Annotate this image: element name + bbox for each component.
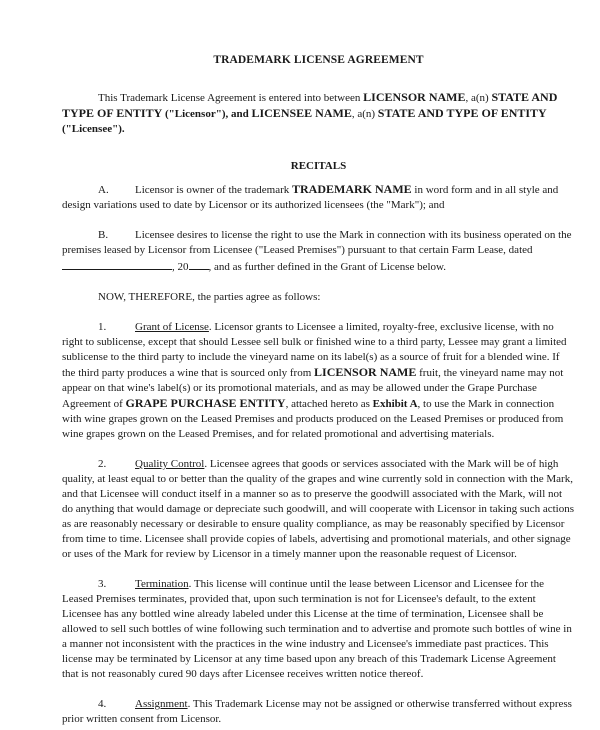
licensee-name: LICENSEE NAME bbox=[251, 106, 352, 120]
exhibit-reference: Exhibit A bbox=[372, 398, 418, 410]
recitals-heading: RECITALS bbox=[290, 160, 347, 172]
section-grant-of-license bbox=[62, 320, 575, 442]
intro-paragraph bbox=[62, 90, 575, 137]
licensor-state-entity: STATE AND TYPE OF ENTITY bbox=[62, 90, 558, 120]
grape-purchase-entity: GRAPE PURCHASE ENTITY bbox=[125, 396, 286, 410]
licensee-state-entity: STATE AND TYPE OF ENTITY bbox=[377, 106, 547, 120]
section-heading: Assignment bbox=[135, 698, 188, 710]
section-quality-control bbox=[62, 457, 575, 562]
recital-b bbox=[62, 228, 575, 275]
trademark-name: TRADEMARK NAME bbox=[292, 182, 412, 196]
recital-text: , 20 bbox=[172, 261, 189, 273]
intro-text: ("Licensor"), and bbox=[162, 108, 252, 120]
intro-text: , a(n) bbox=[465, 92, 492, 104]
section-marker: 4. bbox=[98, 698, 107, 710]
recital-text: Licensee desires to license the right to use the Mark in connection with its business operated on the premises leased by Licensor from Licensee ("Leased Premises") pursuant to that certain Farm Lease, dated bbox=[62, 229, 572, 256]
section-text: . This Trademark License may not be assigned or otherwise transferred without express prior written consent from Licensor. bbox=[62, 698, 572, 725]
intro-text: This Trademark License Agreement is entered into between bbox=[98, 92, 364, 104]
document-title: TRADEMARK LICENSE AGREEMENT bbox=[213, 54, 424, 66]
section-marker: 1. bbox=[98, 321, 107, 333]
intro-text: ("Licensee"). bbox=[62, 123, 125, 135]
intro-text: , a(n) bbox=[351, 108, 378, 120]
recital-marker: A. bbox=[98, 184, 109, 196]
year-blank[interactable] bbox=[189, 258, 209, 270]
licensor-name: LICENSOR NAME bbox=[363, 90, 466, 104]
licensor-name: LICENSOR NAME bbox=[314, 365, 417, 379]
recital-a bbox=[62, 182, 575, 213]
section-text: . Licensee agrees that goods or services associated with the Mark will be of high quality, at least equal to or better than the quality of the grapes and wine currently sold in connection with the Mark, and that Licensee will conduct itself in a manner so as to preserve the goodwill associated with the Mark, will not do anything that would damage or depreciate such goodwill, and will cooperate with Licensor in taking such actions as are reasonably necessary or desirable to ensure quality compliance, as may be reasonably specified by Licensor from time to time. Licensee shall provide copies of labels, advertising and promotional materials, and other signage or uses of the Mark for review by Licensor in a timely manner upon the reasonable request of Licensor. bbox=[62, 458, 574, 560]
recital-text: in word form and in all style and design variations used to date by Licensor or its authorized licensees (the "Mark"); and bbox=[62, 184, 559, 211]
section-marker: 2. bbox=[98, 458, 107, 470]
section-text: , attached hereto as bbox=[285, 398, 373, 410]
recital-marker: B. bbox=[98, 229, 109, 241]
section-text: . This license will continue until the lease between Licensor and Licensee for the Leased Premises terminates, provided that, upon such termination is not for Licensee's default, to the extent Licensee has any bottled wine already labeled under this License at the time of termination, Licensee shall be allowed to sell such bottles of wine following such termination and to advertise and promote such bottles of wine in a manner not inconsistent with the practices in the wine industry and Licensee's immediate past practices. This license may be terminated by Licensor at any time based upon any breach of this Trademark License Agreement that is not reasonably cured 90 days after Licensee receives written notice thereof. bbox=[62, 578, 572, 680]
recital-text: Licensor is owner of the trademark bbox=[135, 184, 292, 196]
section-heading: Termination bbox=[135, 578, 189, 590]
section-heading: Quality Control bbox=[135, 458, 205, 470]
section-text: . Licensor grants to Licensee a limited, royalty-free, exclusive license, with no right to sublicense, except that should Lessee sell bulk or finished wine to a third party, Lessee may grant a limited sublicense to the third party to include the vineyard name on its label(s) as a source of fruit for a blended wine. If the third party produces a wine that is sourced only from bbox=[62, 321, 567, 379]
section-heading: Grant of License bbox=[135, 321, 209, 333]
section-marker: 3. bbox=[98, 578, 107, 590]
section-termination bbox=[62, 577, 575, 682]
now-therefore: NOW, THEREFORE, the parties agree as follows: bbox=[98, 291, 321, 303]
date-blank[interactable] bbox=[62, 258, 172, 270]
section-text: , to use the Mark in connection with wine grapes grown on the Leased Premises and products produced on the Leased Premises or produced from wine grapes grown on the Leased Premises, and for related promotional and advertising materials. bbox=[62, 398, 564, 440]
section-text: fruit, the vineyard name may not appear on that wine's label(s) or its promotional materials, and as may be allowed under the Grape Purchase Agreement of bbox=[62, 367, 564, 410]
recital-text: , and as further defined in the Grant of License below. bbox=[208, 261, 447, 273]
section-assignment bbox=[62, 697, 575, 727]
